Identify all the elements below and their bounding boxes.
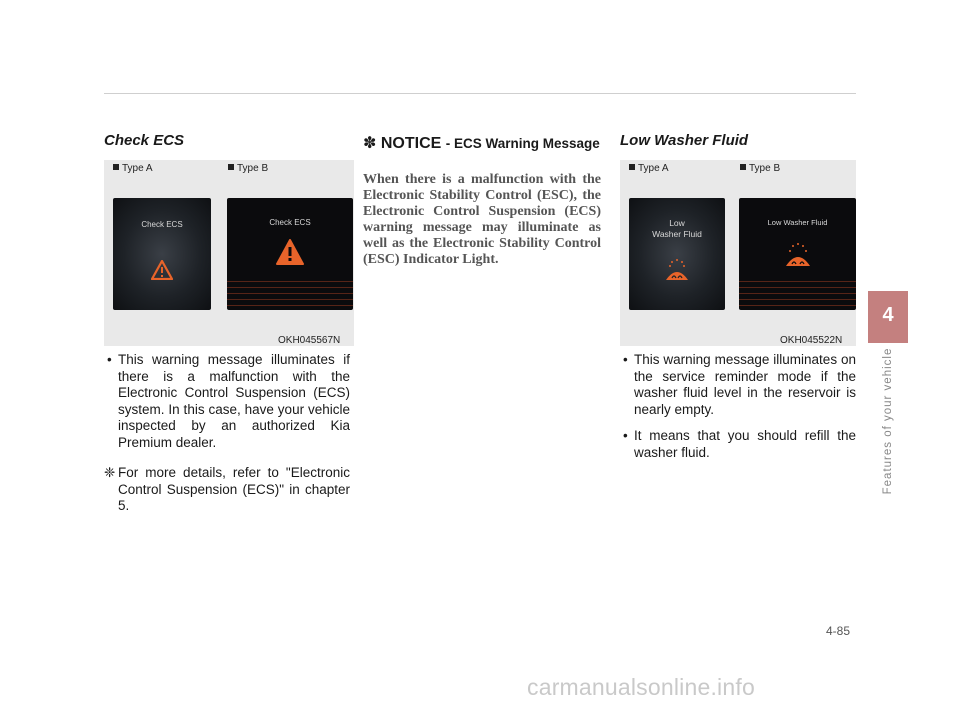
washer-fluid-icon <box>784 242 812 268</box>
screen-b-text: Check ECS <box>269 218 311 227</box>
screen-b-text: Low Washer Fluid <box>767 218 828 227</box>
notice-symbol: ✽ <box>363 135 377 152</box>
note-refer-chapter <box>104 465 350 515</box>
top-rule <box>104 93 856 94</box>
screen-a-text: Check ECS <box>141 220 183 229</box>
note-symbol: ❈ <box>104 465 116 480</box>
notice-title <box>363 133 601 153</box>
chapter-number: 4 <box>882 304 894 326</box>
page-number: 4-85 <box>826 624 851 638</box>
figure-check-ecs <box>104 160 354 346</box>
figure-low-washer-fluid <box>620 160 856 346</box>
chapter-title: Features of your vehicle <box>882 347 894 495</box>
watermark: carmanualsonline.info <box>527 674 755 700</box>
bullet-washer-warning: • This warning message illuminates on the service reminder mode if the washer fluid level in the reservoir is nearly empty. <box>620 352 856 418</box>
cluster-screen-type-b <box>227 198 353 310</box>
screen-a-text: Low Washer Fluid <box>652 218 702 239</box>
heading-check-ecs: Check ECS <box>104 132 185 149</box>
figure-code: OKH045522N <box>780 335 843 346</box>
left-body <box>104 352 350 515</box>
right-body <box>620 352 856 461</box>
perspective-grid <box>227 276 353 310</box>
notice-body: When there is a malfunction with the Electronic Stability Control (ESC), the Electronic Control Suspension (ECS) warning message may illuminate as well as the Electronic Stability Control (ESC) Indicator Light. <box>363 172 601 267</box>
bullet-ecs-warning: • This warning message illuminates if there is a malfunction with the Electronic Control Suspension (ECS) system. In this case, have your vehicle inspected by an authorized Kia Premium dealer. <box>104 352 350 451</box>
warning-triangle-icon <box>151 260 173 280</box>
note-text: For more details, refer to "Electronic Control Suspension (ECS)" in chapter 5. <box>118 465 350 513</box>
type-b-label: Type B <box>228 163 268 174</box>
warning-triangle-icon <box>275 238 305 266</box>
notice-subtitle: - ECS Warning Message <box>445 136 600 151</box>
type-b-label: Type B <box>740 163 780 174</box>
bullet-refill: • It means that you should refill the washer fluid. <box>620 428 856 461</box>
cluster-screen-type-a <box>629 198 725 310</box>
notice-label: NOTICE <box>380 135 442 152</box>
chapter-tab <box>868 291 908 343</box>
type-a-label: Type A <box>629 163 669 174</box>
heading-low-washer-fluid: Low Washer Fluid <box>620 132 749 149</box>
perspective-grid <box>739 276 856 310</box>
figure-code: OKH045567N <box>278 335 341 346</box>
cluster-screen-type-b <box>739 198 856 310</box>
washer-fluid-icon <box>664 258 690 282</box>
cluster-screen-type-a <box>113 198 211 310</box>
type-a-label: Type A <box>113 163 153 174</box>
